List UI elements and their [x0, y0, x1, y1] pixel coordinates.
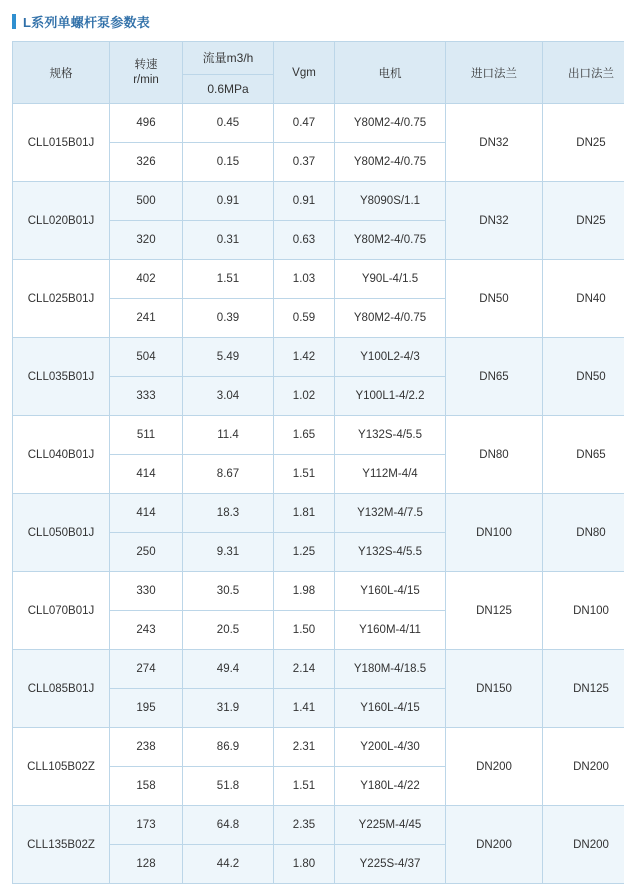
cell-flow: 11.4: [183, 416, 274, 455]
cell-spec: CLL050B01J: [13, 494, 110, 572]
cell-flow: 9.31: [183, 533, 274, 572]
cell-inlet-flange: DN65: [446, 338, 543, 416]
cell-flow: 0.31: [183, 221, 274, 260]
header-speed-line2: r/min: [133, 73, 159, 87]
header-motor: 电机: [335, 42, 446, 104]
cell-outlet-flange: DN100: [543, 572, 624, 650]
cell-flow: 3.04: [183, 377, 274, 416]
cell-vgm: 1.81: [274, 494, 335, 533]
header-inlet-flange: 进口法兰: [446, 42, 543, 104]
cell-vgm: 2.35: [274, 806, 335, 845]
table-row: [13, 416, 624, 455]
cell-flow: 0.39: [183, 299, 274, 338]
cell-speed: 414: [110, 455, 183, 494]
cell-motor: Y160L-4/15: [335, 689, 446, 728]
header-flow-line1: 流量m3/h: [183, 42, 273, 75]
cell-vgm: 0.91: [274, 182, 335, 221]
cell-motor: Y200L-4/30: [335, 728, 446, 767]
cell-flow: 8.67: [183, 455, 274, 494]
table-row: [13, 338, 624, 377]
header-row: [13, 42, 624, 104]
header-speed-line1: 转速: [135, 58, 158, 72]
table-header: [13, 42, 624, 104]
cell-flow: 30.5: [183, 572, 274, 611]
table-row: [13, 728, 624, 767]
parameter-table: [12, 41, 624, 884]
cell-motor: Y90L-4/1.5: [335, 260, 446, 299]
cell-outlet-flange: DN200: [543, 728, 624, 806]
cell-flow: 51.8: [183, 767, 274, 806]
cell-flow: 1.51: [183, 260, 274, 299]
table-row: [13, 260, 624, 299]
cell-vgm: 0.47: [274, 104, 335, 143]
cell-motor: Y225S-4/37: [335, 845, 446, 884]
cell-inlet-flange: DN50: [446, 260, 543, 338]
cell-spec: CLL135B02Z: [13, 806, 110, 884]
cell-flow: 86.9: [183, 728, 274, 767]
cell-vgm: 1.98: [274, 572, 335, 611]
cell-inlet-flange: DN32: [446, 104, 543, 182]
cell-flow: 0.45: [183, 104, 274, 143]
header-flow-line2: 0.6MPa: [183, 75, 273, 103]
cell-outlet-flange: DN65: [543, 416, 624, 494]
cell-outlet-flange: DN50: [543, 338, 624, 416]
cell-speed: 173: [110, 806, 183, 845]
header-vgm: Vgm: [274, 42, 335, 104]
cell-vgm: 1.51: [274, 767, 335, 806]
cell-motor: Y8090S/1.1: [335, 182, 446, 221]
cell-speed: 158: [110, 767, 183, 806]
cell-spec: CLL015B01J: [13, 104, 110, 182]
header-speed: [110, 42, 183, 104]
cell-flow: 0.91: [183, 182, 274, 221]
cell-vgm: 0.59: [274, 299, 335, 338]
page-title-text: L系列单螺杆泵参数表: [23, 12, 150, 31]
cell-inlet-flange: DN32: [446, 182, 543, 260]
cell-speed: 414: [110, 494, 183, 533]
header-outlet-flange: 出口法兰: [543, 42, 624, 104]
cell-speed: 504: [110, 338, 183, 377]
cell-motor: Y132M-4/7.5: [335, 494, 446, 533]
cell-motor: Y112M-4/4: [335, 455, 446, 494]
cell-speed: 333: [110, 377, 183, 416]
cell-motor: Y160M-4/11: [335, 611, 446, 650]
cell-speed: 496: [110, 104, 183, 143]
cell-vgm: 1.42: [274, 338, 335, 377]
cell-speed: 320: [110, 221, 183, 260]
cell-speed: 241: [110, 299, 183, 338]
cell-flow: 20.5: [183, 611, 274, 650]
cell-motor: Y180M-4/18.5: [335, 650, 446, 689]
cell-vgm: 1.80: [274, 845, 335, 884]
table-row: [13, 806, 624, 845]
table-row: [13, 182, 624, 221]
cell-inlet-flange: DN150: [446, 650, 543, 728]
cell-motor: Y132S-4/5.5: [335, 533, 446, 572]
cell-flow: 18.3: [183, 494, 274, 533]
table-row: [13, 650, 624, 689]
cell-speed: 238: [110, 728, 183, 767]
cell-vgm: 1.50: [274, 611, 335, 650]
cell-speed: 500: [110, 182, 183, 221]
cell-outlet-flange: DN80: [543, 494, 624, 572]
cell-motor: Y80M2-4/0.75: [335, 221, 446, 260]
cell-outlet-flange: DN25: [543, 104, 624, 182]
cell-speed: 330: [110, 572, 183, 611]
cell-motor: Y80M2-4/0.75: [335, 143, 446, 182]
cell-motor: Y160L-4/15: [335, 572, 446, 611]
cell-speed: 511: [110, 416, 183, 455]
cell-vgm: 0.63: [274, 221, 335, 260]
cell-inlet-flange: DN80: [446, 416, 543, 494]
cell-speed: 128: [110, 845, 183, 884]
cell-flow: 49.4: [183, 650, 274, 689]
cell-vgm: 1.51: [274, 455, 335, 494]
cell-motor: Y225M-4/45: [335, 806, 446, 845]
cell-spec: CLL040B01J: [13, 416, 110, 494]
cell-flow: 44.2: [183, 845, 274, 884]
cell-vgm: 1.03: [274, 260, 335, 299]
cell-vgm: 1.02: [274, 377, 335, 416]
page-title: [0, 0, 624, 41]
cell-speed: 250: [110, 533, 183, 572]
table-row: [13, 572, 624, 611]
cell-flow: 64.8: [183, 806, 274, 845]
cell-inlet-flange: DN100: [446, 494, 543, 572]
cell-motor: Y80M2-4/0.75: [335, 299, 446, 338]
cell-flow: 31.9: [183, 689, 274, 728]
header-flow: [183, 42, 274, 104]
cell-speed: 326: [110, 143, 183, 182]
cell-motor: Y132S-4/5.5: [335, 416, 446, 455]
cell-spec: CLL085B01J: [13, 650, 110, 728]
cell-outlet-flange: DN40: [543, 260, 624, 338]
cell-spec: CLL070B01J: [13, 572, 110, 650]
cell-speed: 402: [110, 260, 183, 299]
cell-motor: Y100L2-4/3: [335, 338, 446, 377]
cell-speed: 243: [110, 611, 183, 650]
cell-vgm: 1.65: [274, 416, 335, 455]
cell-flow: 0.15: [183, 143, 274, 182]
title-accent-bar: [12, 14, 16, 29]
cell-vgm: 0.37: [274, 143, 335, 182]
cell-outlet-flange: DN125: [543, 650, 624, 728]
cell-flow: 5.49: [183, 338, 274, 377]
cell-spec: CLL025B01J: [13, 260, 110, 338]
cell-vgm: 2.14: [274, 650, 335, 689]
cell-speed: 274: [110, 650, 183, 689]
table-row: [13, 494, 624, 533]
cell-vgm: 1.25: [274, 533, 335, 572]
header-spec: 规格: [13, 42, 110, 104]
table-body: [13, 104, 624, 884]
cell-motor: Y80M2-4/0.75: [335, 104, 446, 143]
cell-outlet-flange: DN25: [543, 182, 624, 260]
cell-speed: 195: [110, 689, 183, 728]
cell-spec: CLL105B02Z: [13, 728, 110, 806]
cell-motor: Y180L-4/22: [335, 767, 446, 806]
cell-spec: CLL020B01J: [13, 182, 110, 260]
cell-vgm: 1.41: [274, 689, 335, 728]
cell-inlet-flange: DN125: [446, 572, 543, 650]
cell-vgm: 2.31: [274, 728, 335, 767]
cell-spec: CLL035B01J: [13, 338, 110, 416]
cell-motor: Y100L1-4/2.2: [335, 377, 446, 416]
table-row: [13, 104, 624, 143]
cell-inlet-flange: DN200: [446, 728, 543, 806]
cell-inlet-flange: DN200: [446, 806, 543, 884]
cell-outlet-flange: DN200: [543, 806, 624, 884]
